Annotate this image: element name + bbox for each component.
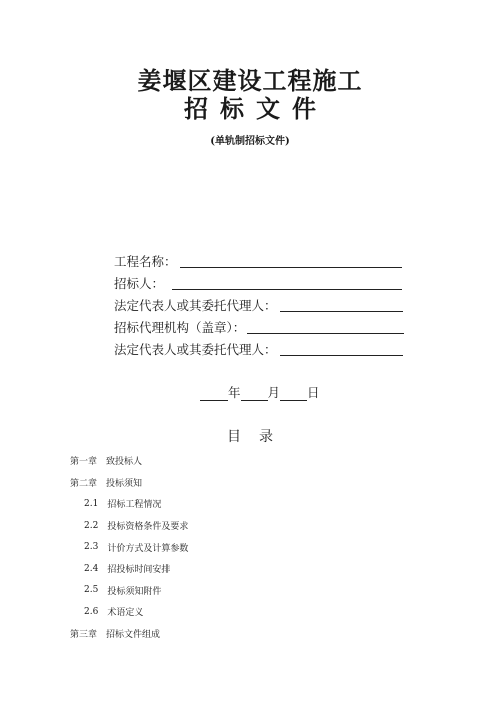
toc-item-number: 第三章 (70, 630, 98, 641)
toc-item-label: 术语定义 (107, 608, 144, 619)
blank-line (247, 321, 404, 334)
toc-heading: 目录 (227, 429, 291, 445)
toc-item-label: 投标须知 (106, 478, 143, 489)
toc-item-number: 2.4 (84, 563, 99, 574)
toc-item-number: 第二章 (70, 478, 98, 489)
toc-item[interactable] (70, 601, 188, 623)
document-subtitle: 招标文件 (184, 95, 328, 123)
toc-item[interactable] (70, 515, 188, 537)
toc-item-number: 2.2 (84, 520, 99, 531)
document-title: 姜堰区建设工程施工 (137, 67, 363, 95)
toc-item[interactable] (70, 450, 188, 472)
table-of-contents (70, 450, 188, 644)
field-tender-agency (114, 316, 404, 338)
field-agency-representative (114, 338, 404, 360)
field-label: 招标人： (114, 276, 165, 291)
field-tenderer (114, 272, 404, 294)
toc-item[interactable] (70, 623, 188, 645)
toc-item-number: 2.5 (84, 585, 99, 596)
project-info-fields (114, 250, 404, 360)
day-label: 日 (307, 385, 320, 400)
field-label: 招标代理机构（盖章）： (114, 320, 246, 335)
month-blank (241, 388, 268, 401)
toc-item-label: 招标文件组成 (106, 630, 161, 641)
toc-item[interactable] (70, 493, 188, 515)
toc-item-label: 致投标人 (106, 457, 143, 468)
toc-item-label: 招标工程情况 (107, 500, 162, 511)
toc-item-number: 第一章 (70, 457, 98, 468)
month-label: 月 (267, 385, 281, 400)
field-label: 法定代表人或其委托代理人： (114, 342, 277, 357)
field-project-name (114, 250, 404, 272)
toc-item-number: 2.3 (84, 542, 99, 553)
title-block (0, 66, 500, 147)
toc-item-label: 计价方式及计算参数 (107, 543, 189, 554)
toc-item-label: 投标资格条件及要求 (107, 522, 189, 533)
year-blank (200, 388, 228, 401)
toc-item-label: 投标须知附件 (107, 586, 162, 597)
field-label: 法定代表人或其委托代理人： (114, 298, 277, 313)
toc-item-label: 招投标时间安排 (107, 565, 171, 576)
blank-line (172, 277, 402, 290)
toc-item[interactable] (70, 580, 188, 602)
year-label: 年 (228, 385, 241, 400)
day-blank (280, 388, 307, 401)
field-legal-representative (114, 294, 404, 316)
toc-item[interactable] (70, 536, 188, 558)
field-label: 工程名称： (114, 254, 177, 269)
blank-line (180, 255, 402, 268)
blank-line (280, 343, 403, 356)
toc-item-number: 2.6 (84, 606, 99, 617)
toc-item[interactable] (70, 558, 188, 580)
toc-item-number: 2.1 (84, 498, 99, 509)
date-line (200, 383, 320, 401)
toc-item[interactable] (70, 472, 188, 494)
document-type-note: (单轨制招标文件) (210, 136, 290, 147)
blank-line (280, 299, 403, 312)
